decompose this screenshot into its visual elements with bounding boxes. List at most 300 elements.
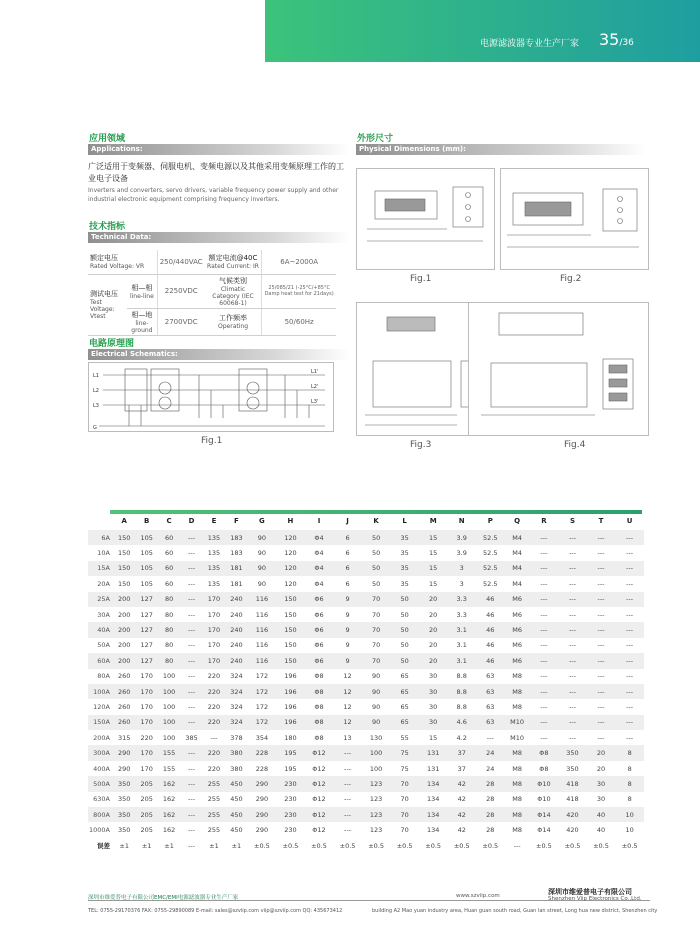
table-cell: 240 — [225, 622, 247, 637]
table-cell: 180 — [284, 733, 297, 742]
table-cell: 240 — [230, 610, 243, 619]
footer-company-right: 深圳市维爱普电子有限公司 — [548, 888, 632, 896]
header-band — [265, 0, 700, 62]
table-cell: 6 — [333, 530, 362, 545]
table-cell: M6 — [512, 610, 522, 619]
table-cell: 15 — [419, 561, 448, 576]
table-cell: M8 — [512, 826, 522, 835]
table-cell: 385 — [185, 733, 198, 742]
table-cell: M8 — [512, 764, 522, 773]
table-cell: 70 — [371, 641, 381, 650]
table-cell: 20 — [587, 745, 616, 760]
table-cell: 9 — [333, 653, 362, 668]
table-row — [88, 807, 644, 822]
table-cell: 205 — [135, 776, 157, 791]
footer-contact: TEL: 0755-29170376 FAX: 0755-29890089 E-mail: sales@szviip.com viip@szviip.com QQ: 435673412 — [88, 908, 343, 914]
tolerance-cell: ±0.5 — [396, 841, 413, 850]
column-header: B — [143, 517, 150, 525]
table-cell: --- — [540, 702, 548, 711]
table-cell: 10 — [625, 826, 634, 835]
table-cell: 150 — [118, 549, 131, 558]
table-row — [88, 684, 644, 699]
table-cell: 100 — [158, 684, 180, 699]
table-cell: 290 — [255, 826, 269, 835]
row-label: 6A — [88, 530, 113, 545]
table-cell: 172 — [255, 672, 269, 681]
table-row — [88, 530, 644, 545]
table-cell: 42 — [457, 795, 466, 804]
table-cell: --- — [615, 561, 644, 576]
table-cell: 28 — [486, 826, 495, 835]
dimension-drawing-fig2 — [500, 168, 649, 270]
table-cell: --- — [180, 653, 202, 668]
table-cell: 20 — [429, 610, 438, 619]
table-cell: 8 — [627, 764, 632, 773]
table-cell: 181 — [230, 579, 243, 588]
table-cell: Φ4 — [314, 579, 324, 588]
table-cell: --- — [597, 579, 605, 588]
table-cell: --- — [180, 530, 202, 545]
table-cell: 350 — [558, 745, 587, 760]
table-cell: 30 — [587, 776, 616, 791]
table-cell: Φ6 — [314, 610, 324, 619]
table-cell: 170 — [207, 641, 221, 650]
column-header: F — [234, 517, 239, 525]
row-label: 60A — [88, 653, 113, 668]
table-cell: 63 — [486, 702, 495, 711]
dimensions-table — [88, 512, 644, 853]
table-cell: 70 — [371, 610, 381, 619]
line-ground-label: 相—地 line-ground — [127, 308, 157, 335]
table-cell: Φ8 — [539, 764, 549, 773]
row-label: 400A — [93, 764, 110, 773]
table-cell: Φ10 — [530, 776, 559, 791]
applications-bar: Applications: — [88, 144, 350, 155]
footer-company-en: Shenzhen Viip Electronics Co.,Ltd. — [548, 896, 642, 902]
table-cell: 50 — [371, 549, 381, 558]
table-cell: 20 — [429, 641, 438, 650]
table-header-corner — [88, 512, 113, 530]
table-cell: 20 — [596, 764, 606, 773]
table-cell: 350 — [118, 826, 131, 835]
table-cell: 55 — [400, 733, 409, 742]
table-cell: 46 — [486, 641, 495, 650]
tolerance-cell: ±0.5 — [368, 841, 384, 850]
table-cell: 220 — [203, 715, 225, 730]
table-cell: 100 — [162, 733, 176, 742]
table-cell: 90 — [362, 684, 391, 699]
table-cell: 10 — [615, 807, 644, 822]
fig4-svg — [469, 303, 648, 435]
table-cell: 170 — [135, 715, 157, 730]
table-cell: Φ8 — [314, 733, 324, 742]
table-cell: --- — [615, 622, 644, 637]
table-cell: 90 — [257, 549, 267, 558]
table-cell: Φ8 — [314, 702, 324, 711]
table-cell: --- — [188, 549, 196, 558]
row-label: 25A — [88, 592, 113, 607]
table-cell: 9 — [345, 610, 350, 619]
table-cell: 42 — [447, 776, 476, 791]
table-cell: 418 — [566, 795, 579, 804]
table-cell: --- — [530, 653, 559, 668]
table-cell: 195 — [284, 764, 297, 773]
table-cell: 116 — [255, 641, 269, 650]
table-cell: --- — [568, 641, 576, 650]
table-cell: M4 — [505, 561, 530, 576]
table-cell: 127 — [135, 592, 157, 607]
table-cell: 80 — [158, 622, 180, 637]
tolerance-cell: ±0.5 — [593, 841, 609, 850]
technical-table — [88, 250, 336, 336]
footer-address: building A2 Mao yuan industry area, Huan guan south road, Guan lan street, Long hua new district, Shenzhen city — [372, 908, 658, 914]
table-cell: Φ8 — [314, 672, 324, 681]
tolerance-row — [88, 838, 644, 853]
table-cell: 3.1 — [447, 622, 476, 637]
table-cell: --- — [210, 733, 218, 742]
table-cell: 100 — [369, 764, 383, 773]
table-cell: 170 — [140, 702, 153, 711]
table-cell: 6 — [345, 579, 350, 588]
tolerance-cell: ±0.5 — [425, 841, 442, 850]
row-label: 300A — [88, 745, 113, 760]
table-cell: --- — [180, 592, 202, 607]
table-cell: 135 — [203, 530, 225, 545]
table-cell: 65 — [400, 702, 409, 711]
table-cell: 170 — [207, 610, 221, 619]
tolerance-cell: ±1 — [231, 841, 242, 850]
table-cell: 220 — [203, 684, 225, 699]
table-cell: 35 — [390, 530, 419, 545]
table-cell: M6 — [505, 592, 530, 607]
sch-label-l3p: L3' — [311, 399, 319, 405]
table-cell: --- — [626, 672, 634, 681]
table-cell: 8 — [615, 745, 644, 760]
table-cell: 150 — [276, 622, 305, 637]
schematic-svg — [89, 363, 333, 431]
table-cell: 46 — [476, 622, 505, 637]
table-cell: 196 — [284, 702, 297, 711]
column-header: N — [458, 517, 465, 525]
table-cell: M8 — [505, 807, 530, 822]
table-cell: 75 — [390, 745, 419, 760]
table-cell: --- — [615, 530, 644, 545]
table-cell: 450 — [230, 826, 243, 835]
table-cell: M10 — [510, 733, 525, 742]
table-cell: 3.9 — [456, 549, 467, 558]
page-number: 35/36 — [599, 30, 634, 49]
table-cell: 20 — [419, 622, 448, 637]
table-cell: 170 — [135, 684, 157, 699]
table-cell: --- — [188, 672, 196, 681]
table-cell: --- — [180, 684, 202, 699]
table-cell: --- — [344, 795, 352, 804]
table-cell: M6 — [512, 641, 522, 650]
table-cell: M10 — [505, 715, 530, 730]
table-cell: --- — [615, 684, 644, 699]
row-label: 200A — [93, 733, 110, 742]
table-cell: 60 — [164, 579, 174, 588]
table-cell: 123 — [362, 776, 391, 791]
table-cell: 290 — [113, 745, 135, 760]
frequency-value: 50/60Hz — [262, 308, 336, 335]
sch-label-l2: L2 — [93, 388, 99, 394]
table-row — [88, 576, 644, 591]
table-cell: 155 — [158, 745, 180, 760]
table-cell: 12 — [333, 684, 362, 699]
table-cell: 8.8 — [447, 684, 476, 699]
table-cell: 90 — [257, 579, 267, 588]
table-cell: 150 — [113, 561, 135, 576]
table-cell: M8 — [505, 776, 530, 791]
applications-title: 应用领域 — [89, 134, 126, 144]
table-cell: 9 — [333, 592, 362, 607]
row-label: 500A — [88, 776, 113, 791]
column-header: J — [346, 517, 349, 525]
table-cell: 70 — [390, 807, 419, 822]
table-cell: M4 — [505, 530, 530, 545]
row-label: 800A — [88, 807, 113, 822]
row-label: 120A — [93, 702, 110, 711]
table-cell: 162 — [162, 795, 176, 804]
table-cell: 380 — [225, 745, 247, 760]
tolerance-cell: ±0.5 — [453, 841, 470, 850]
column-header: M — [429, 517, 437, 525]
table-row — [88, 622, 644, 637]
table-cell: 3 — [447, 561, 476, 576]
dimensions-title: 外形尺寸 — [357, 134, 394, 144]
table-row — [88, 699, 644, 714]
table-cell: 123 — [369, 795, 383, 804]
table-cell: 35 — [400, 579, 409, 588]
table-cell: 170 — [140, 764, 153, 773]
table-cell: 3.3 — [456, 610, 467, 619]
table-cell: 205 — [140, 826, 153, 835]
table-cell: --- — [530, 715, 559, 730]
footer-website: www.szviip.com — [456, 893, 500, 899]
table-cell: --- — [597, 610, 605, 619]
table-cell: --- — [587, 684, 616, 699]
table-cell: 378 — [230, 733, 243, 742]
table-row — [88, 776, 644, 791]
table-cell: 63 — [476, 684, 505, 699]
column-header: S — [569, 517, 575, 525]
table-cell: 24 — [476, 745, 505, 760]
row-label: 20A — [97, 579, 110, 588]
sch-label-l2p: L2' — [311, 384, 319, 390]
table-cell: --- — [558, 592, 587, 607]
table-cell: 35 — [400, 549, 409, 558]
table-cell: --- — [568, 672, 576, 681]
table-cell: Φ12 — [312, 795, 326, 804]
table-cell: --- — [530, 561, 559, 576]
table-cell: 324 — [225, 684, 247, 699]
test-voltage-label: 测试电压 Test Voltage: Vtest — [88, 274, 127, 335]
table-cell: M8 — [512, 702, 522, 711]
row-label: 15A — [88, 561, 113, 576]
table-cell: 50 — [362, 561, 391, 576]
table-cell: --- — [587, 592, 616, 607]
table-cell: 260 — [113, 684, 135, 699]
table-cell: 50 — [362, 530, 391, 545]
table-cell: 105 — [135, 530, 157, 545]
table-cell: 135 — [207, 579, 221, 588]
table-cell: 354 — [255, 733, 269, 742]
table-cell: 90 — [362, 715, 391, 730]
table-cell: 230 — [284, 826, 297, 835]
row-label: 10A — [97, 549, 110, 558]
table-cell: 240 — [225, 592, 247, 607]
table-cell: 150 — [284, 610, 297, 619]
table-cell: --- — [188, 764, 196, 773]
table-cell: --- — [587, 715, 616, 730]
table-cell: M8 — [505, 745, 530, 760]
table-cell: --- — [180, 776, 202, 791]
table-cell: 28 — [476, 776, 505, 791]
table-cell: --- — [558, 715, 587, 730]
table-cell: 90 — [371, 672, 381, 681]
table-cell: 172 — [255, 702, 269, 711]
table-cell: 255 — [207, 795, 221, 804]
table-cell: 35 — [390, 561, 419, 576]
table-cell: M4 — [512, 579, 522, 588]
table-cell: --- — [597, 733, 605, 742]
sch-label-g: G — [93, 425, 97, 431]
table-cell: 183 — [225, 530, 247, 545]
table-cell: 100 — [362, 745, 391, 760]
sch-label-l1: L1 — [93, 373, 99, 379]
table-cell: 196 — [284, 672, 297, 681]
table-row — [88, 592, 644, 607]
table-cell: 116 — [248, 622, 277, 637]
table-cell: 3.3 — [447, 592, 476, 607]
table-cell: 30 — [429, 702, 438, 711]
table-row — [88, 715, 644, 730]
table-cell: 40 — [587, 807, 616, 822]
table-cell: 4.2 — [456, 733, 467, 742]
line-line-value: 2250VDC — [157, 274, 204, 308]
column-header: U — [626, 517, 633, 525]
table-cell: 37 — [447, 745, 476, 760]
table-cell: 105 — [140, 579, 153, 588]
table-cell: 205 — [135, 807, 157, 822]
tolerance-cell: --- — [513, 841, 521, 850]
table-cell: 70 — [362, 592, 391, 607]
table-cell: M4 — [512, 549, 522, 558]
table-cell: 228 — [248, 745, 277, 760]
table-cell: Φ4 — [305, 530, 334, 545]
table-cell: 50 — [400, 641, 409, 650]
table-cell: 230 — [284, 795, 297, 804]
table-cell: 205 — [140, 795, 153, 804]
tolerance-cell: ±0.5 — [482, 841, 499, 850]
table-row — [88, 792, 644, 807]
table-cell: 200 — [113, 592, 135, 607]
table-cell: 220 — [140, 733, 153, 742]
climatic-label: 气候类别 Climatic Category (IEC 60068-1) — [205, 274, 262, 308]
schematic-diagram — [88, 362, 334, 432]
table-cell: 135 — [203, 561, 225, 576]
table-cell: --- — [626, 549, 634, 558]
table-cell: 134 — [419, 776, 448, 791]
table-cell: --- — [540, 733, 548, 742]
fig1-svg — [357, 169, 494, 269]
table-cell: 150 — [118, 579, 131, 588]
table-cell: 70 — [400, 826, 409, 835]
table-cell: 8 — [615, 776, 644, 791]
table-cell: 9 — [345, 641, 350, 650]
rated-current-label: 额定电流@40C Rated Current: IR — [205, 250, 262, 274]
row-label: 100A — [88, 684, 113, 699]
table-cell: 116 — [248, 653, 277, 668]
table-cell: 196 — [276, 715, 305, 730]
table-cell: 80 — [164, 610, 174, 619]
table-cell: 50 — [371, 579, 381, 588]
table-cell: Φ4 — [314, 549, 324, 558]
table-row — [88, 607, 644, 622]
tolerance-cell: ±0.5 — [536, 841, 552, 850]
table-cell: 162 — [158, 776, 180, 791]
table-cell: 50 — [400, 610, 409, 619]
table-cell: 172 — [248, 684, 277, 699]
table-cell: 170 — [203, 653, 225, 668]
table-cell: 290 — [248, 776, 277, 791]
table-cell: 162 — [158, 807, 180, 822]
table-cell: M8 — [505, 684, 530, 699]
table-cell: 290 — [248, 807, 277, 822]
schematic-fig-label: Fig.1 — [201, 436, 223, 446]
table-cell: 52.5 — [476, 530, 505, 545]
table-cell: 8.8 — [456, 672, 467, 681]
technical-title: 技术指标 — [89, 222, 126, 232]
table-cell: 30 — [596, 795, 606, 804]
table-cell: --- — [558, 684, 587, 699]
rated-current-value: 6A~2000A — [262, 250, 336, 274]
table-cell: 60 — [158, 561, 180, 576]
table-cell: 255 — [203, 807, 225, 822]
fig2-label: Fig.2 — [560, 274, 582, 284]
table-cell: 50 — [390, 622, 419, 637]
tolerance-cell: ±0.5 — [282, 841, 299, 850]
table-cell: 65 — [390, 715, 419, 730]
table-cell: 80 — [158, 592, 180, 607]
column-header: A — [121, 517, 127, 525]
table-cell: 380 — [230, 764, 243, 773]
table-cell: 230 — [276, 807, 305, 822]
table-cell: 450 — [225, 807, 247, 822]
table-cell: 42 — [457, 826, 466, 835]
table-cell: 90 — [248, 530, 277, 545]
table-cell: 134 — [419, 807, 448, 822]
table-cell: 131 — [419, 745, 448, 760]
dimension-drawing-fig4 — [468, 302, 649, 436]
tolerance-cell: ±0.5 — [311, 841, 327, 850]
table-cell: --- — [530, 622, 559, 637]
table-cell: 418 — [558, 776, 587, 791]
footer-company-cn: 深圳市维爱普电子有限公司EMC/EMI电源滤波器专业生产厂家 — [88, 895, 239, 901]
table-cell: M6 — [505, 622, 530, 637]
column-header: I — [317, 517, 321, 525]
table-cell: Φ6 — [305, 592, 334, 607]
table-cell: 120 — [284, 579, 297, 588]
applications-text-en: Inverters and converters, servo drivers, variable frequency power supply and other industrial electronic equipment comprising frequency inverters. — [88, 187, 339, 203]
table-cell: 100 — [162, 672, 176, 681]
table-cell: 4.6 — [447, 715, 476, 730]
table-cell: 70 — [362, 622, 391, 637]
table-row — [88, 761, 644, 776]
table-cell: 46 — [476, 592, 505, 607]
table-cell: 13 — [343, 733, 352, 742]
